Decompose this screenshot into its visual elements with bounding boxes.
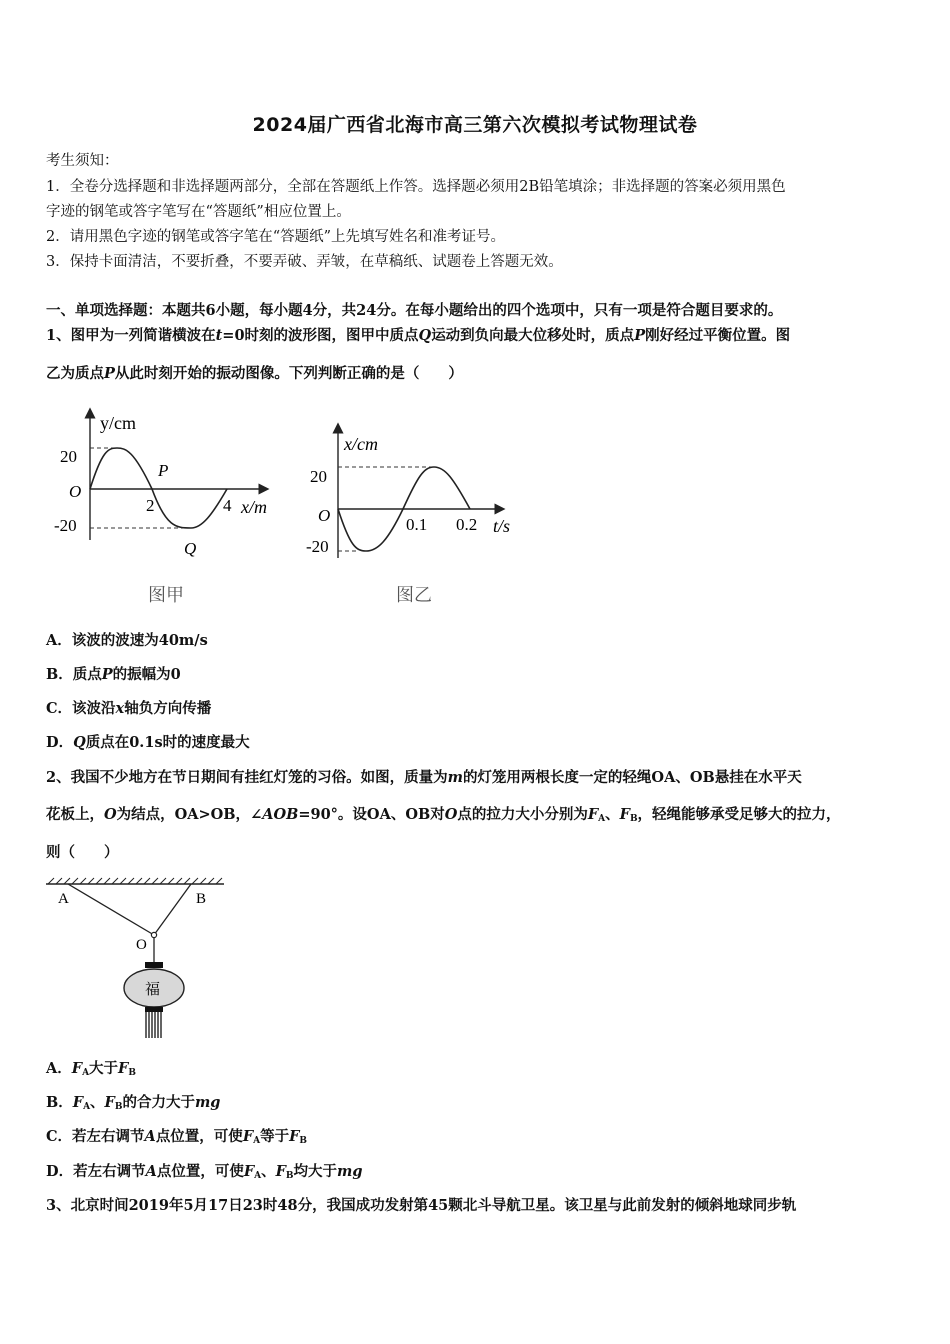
label-a: A [58,891,69,907]
q2-stem-line1: 2、我国不少地方在节日期间有挂红灯笼的习俗。如图，质量为m的灯笼用两根长度一定的轻绳OA、OB悬挂在水平天 [46,769,802,786]
fig-yi-origin: O [318,506,331,525]
q2-option-d: D．若左右调节A点位置，可使$F_A$、$F_B$均大于mg [46,1163,363,1181]
q1-option-c: C．该波沿x轴负方向传播 [46,700,212,717]
figure-lantern [44,874,234,1044]
q2-option-a: A．$F_A$大于$F_B$ [46,1060,136,1078]
fig-jia-ylabel: y/cm [100,413,136,433]
fig-yi-xlabel: t/s [493,516,511,536]
fig-jia-y-neg: -20 [54,516,77,535]
lantern-tassel [146,1012,161,1038]
lantern-cap [145,962,163,968]
fig-yi-y-pos: 20 [310,467,327,486]
q2-stem-line3: 则（ ） [46,844,119,861]
lantern-base [145,1007,163,1012]
fig-yi-caption: 图乙 [396,585,432,605]
notice-heading: 考生须知： [46,153,119,169]
fig-jia-label-p: P [158,461,169,480]
q1-stem-line2: 乙为质点P从此时刻开始的振动图像。下列判断正确的是（ ） [46,365,463,382]
fig-yi-ylabel: x/cm [344,434,378,454]
fig-jia-tick-4: 4 [223,496,232,515]
notice-item-3: 3．保持卡面清洁，不要折叠，不要弄破、弄皱，在草稿纸、试题卷上答题无效。 [46,254,563,270]
figure-jia [50,405,290,615]
page-title: 2024届广西省北海市高三第六次模拟考试物理试卷 [252,114,698,136]
fig-jia-tick-2: 2 [146,496,155,515]
fig-yi-tick-02: 0.2 [456,515,478,534]
fig-yi-tick-01: 0.1 [406,515,428,534]
q2-option-b: B．$F_A$、$F_B$的合力大于mg [46,1094,221,1112]
fig-jia-wave [90,448,227,528]
knot-o [151,932,156,937]
ceiling-hatch [48,878,222,884]
rope-ob [154,884,191,935]
rope-oa [68,884,154,935]
q1-stem-line1: 1、图甲为一列简谐横波在t=0时刻的波形图，图甲中质点Q运动到负向最大位移处时，质点P刚好经过平衡位置。图 [46,327,791,344]
q3-stem-line1: 3、北京时间2019年5月17日23时48分，我国成功发射第45颗北斗导航卫星。该卫星与此前发射的倾斜地球同步轨 [46,1197,797,1214]
fig-jia-label-q: Q [184,539,197,558]
notice-item-1-cont: 字迹的钢笔或答字笔写在“答题纸”相应位置上。 [46,204,351,220]
fig-jia-y-pos: 20 [60,447,77,466]
section-heading: 一、单项选择题：本题共6小题，每小题4分，共24分。在每小题给出的四个选项中，只有一项是符合题目要求的。 [46,302,783,319]
label-b: B [196,891,207,907]
q1-option-b: B．质点P的振幅为0 [46,666,181,683]
q1-option-a: A．该波的波速为40m/s [46,632,208,649]
lantern-char: 福 [145,982,161,998]
notice-item-1: 1．全卷分选择题和非选择题两部分，全部在答题纸上作答。选择题必须用2B铅笔填涂；非选择题的答案必须用黑色 [46,179,786,195]
notice-item-2: 2．请用黑色字迹的钢笔或答字笔在“答题纸”上先填写姓名和准考证号。 [46,229,506,245]
q2-stem-line2: 花板上，O为结点，OA>OB，∠AOB=90°。设OA、OB对O点的拉力大小分别为$F_A$、$F_B$，轻绳能够承受足够大的拉力， [46,806,841,824]
figure-yi [300,420,530,615]
label-o: O [136,937,147,953]
q1-option-d: D．Q质点在0.1s时的速度最大 [46,734,250,751]
fig-jia-origin: O [69,482,82,501]
fig-jia-xlabel: x/m [241,497,267,517]
fig-yi-y-neg: -20 [306,537,329,556]
q2-option-c: C．若左右调节A点位置，可使$F_A$等于$F_B$ [46,1128,307,1146]
fig-jia-caption: 图甲 [148,585,184,605]
